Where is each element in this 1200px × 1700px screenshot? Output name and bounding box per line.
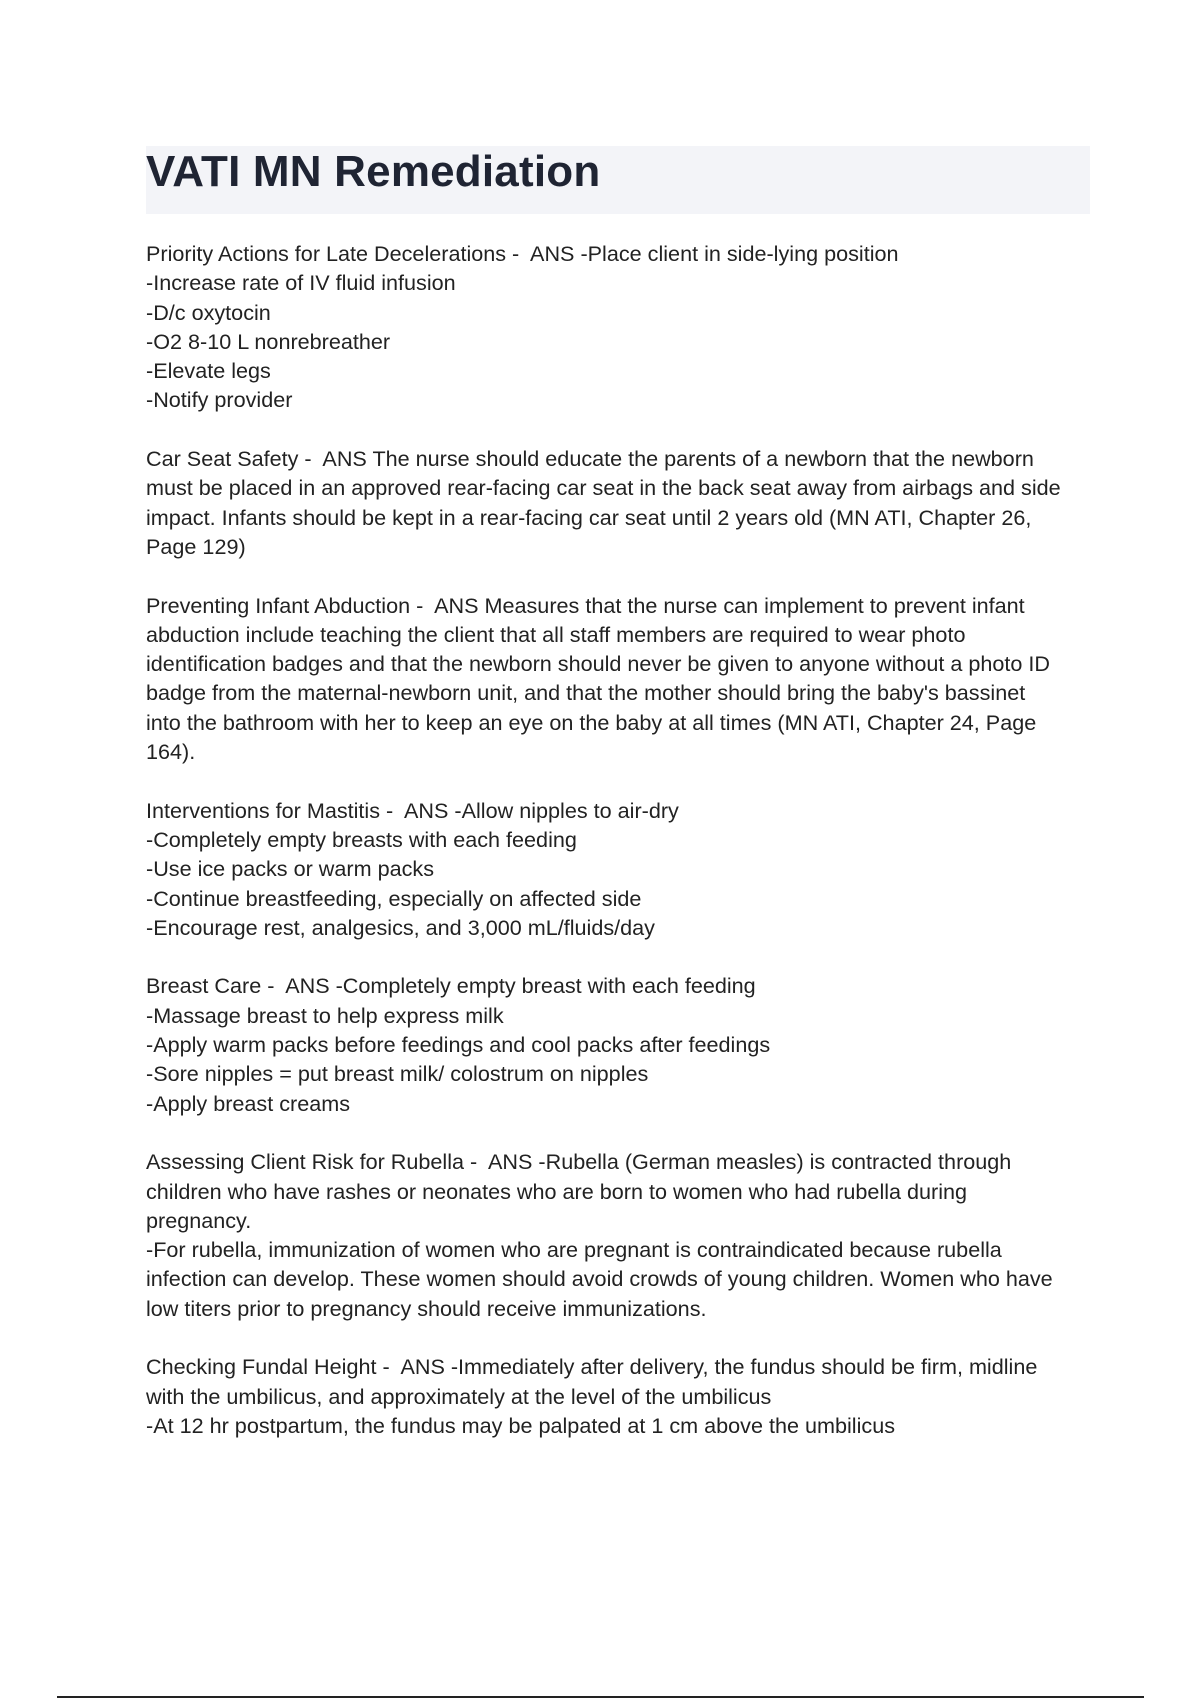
text-line: Checking Fundal Height - ANS -Immediately after delivery, the fundus should be firm, midline [146, 1354, 1038, 1380]
text-line: abduction include teaching the client that all staff members are required to wear photo [146, 621, 966, 647]
text-line: -Apply breast creams [146, 1090, 351, 1116]
qa-item-late-decelerations [146, 239, 1096, 415]
text-line: -Apply warm packs before feedings and cool packs after feedings [146, 1032, 771, 1058]
text-line: -Encourage rest, analgesics, and 3,000 mL/fluids/day [146, 914, 655, 940]
text-line: impact. Infants should be kept in a rear-facing car seat until 2 years old (MN ATI, Chapter 26, [146, 504, 1032, 530]
text-line: Car Seat Safety - ANS The nurse should educate the parents of a newborn that the newborn [146, 446, 1034, 472]
text-line: children who have rashes or neonates who are born to women who had rubella during [146, 1178, 968, 1204]
qa-item-infant-abduction [146, 591, 1096, 767]
text-line: -Notify provider [146, 387, 293, 413]
document-body [146, 239, 1096, 1469]
text-line: pregnancy. [146, 1207, 252, 1233]
text-line: infection can develop. These women should avoid crowds of young children. Women who have [146, 1266, 1053, 1292]
page-bottom-rule [57, 1696, 1144, 1698]
text-line: -For rubella, immunization of women who are pregnant is contraindicated because rubella [146, 1237, 1002, 1263]
text-line: -O2 8-10 L nonrebreather [146, 328, 391, 354]
text-line: -Massage breast to help express milk [146, 1002, 504, 1028]
text-line: -Continue breastfeeding, especially on affected side [146, 885, 642, 911]
text-line: low titers prior to pregnancy should receive immunizations. [146, 1295, 707, 1321]
qa-item-fundal-height [146, 1352, 1096, 1440]
text-line: Priority Actions for Late Decelerations - ANS -Place client in side-lying position [146, 241, 899, 266]
qa-item-mastitis [146, 796, 1096, 942]
text-line: -Sore nipples = put breast milk/ colostrum on nipples [146, 1061, 649, 1087]
text-line: with the umbilicus, and approximately at the level of the umbilicus [146, 1383, 772, 1409]
text-line: -Use ice packs or warm packs [146, 856, 434, 882]
text-line: -D/c oxytocin [146, 299, 271, 325]
text-line: Preventing Infant Abduction - ANS Measures that the nurse can implement to prevent infant [146, 592, 1025, 618]
text-line: Assessing Client Risk for Rubella - ANS -Rubella (German measles) is contracted through [146, 1149, 1012, 1175]
text-line: Interventions for Mastitis - ANS -Allow nipples to air-dry [146, 797, 679, 823]
text-line: -Completely empty breasts with each feeding [146, 826, 577, 852]
text-line: into the bathroom with her to keep an eye on the baby at all times (MN ATI, Chapter 24, Page [146, 709, 1037, 735]
text-line: badge from the maternal-newborn unit, and that the mother should bring the baby's bassinet [146, 680, 1026, 706]
text-line: Page 129) [146, 533, 246, 559]
text-line: -At 12 hr postpartum, the fundus may be palpated at 1 cm above the umbilicus [146, 1412, 896, 1438]
document-title: VATI MN Remediation [146, 147, 601, 196]
text-line: 164). [146, 739, 196, 765]
qa-item-breast-care [146, 971, 1096, 1117]
text-line: -Elevate legs [146, 358, 271, 384]
text-line: must be placed in an approved rear-facing car seat in the back seat away from airbags and side [146, 475, 1061, 501]
text-line: Breast Care - ANS -Completely empty breast with each feeding [146, 973, 756, 999]
qa-item-rubella-risk [146, 1147, 1096, 1323]
qa-item-car-seat-safety [146, 444, 1096, 561]
text-line: -Increase rate of IV fluid infusion [146, 270, 456, 296]
text-line: identification badges and that the newborn should never be given to anyone without a photo ID [146, 651, 1050, 677]
